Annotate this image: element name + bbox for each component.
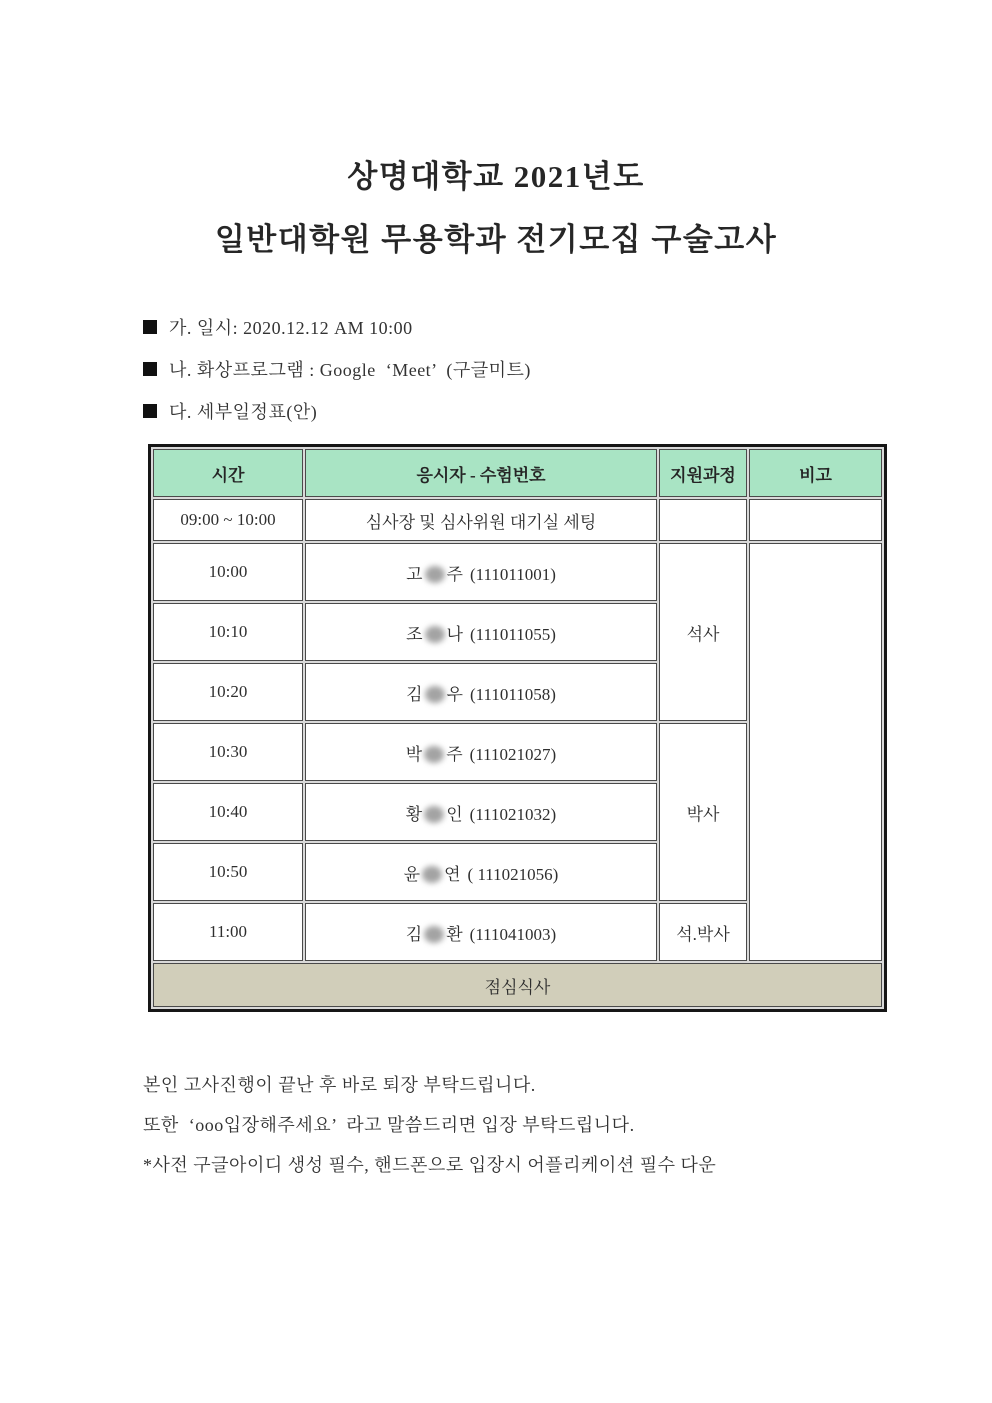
examinee-number: (111021027) (469, 744, 557, 764)
redaction-blur (425, 566, 445, 583)
course-cell-doctoral: 박사 (659, 723, 747, 901)
title-block (0, 0, 992, 258)
header-time: 시간 (153, 449, 303, 497)
header-course: 지원과정 (659, 449, 747, 497)
note-cell-merged (749, 543, 882, 961)
examinee-name-after: 나 (446, 624, 463, 644)
bullet-square-icon (143, 320, 157, 334)
redaction-blur (422, 866, 442, 883)
time-cell: 10:10 (153, 603, 303, 661)
table-header-row (153, 449, 882, 497)
examinee-cell (305, 783, 657, 841)
examinee-name-after: 인 (446, 804, 463, 824)
examinee-number: (111041003) (469, 924, 557, 944)
examinee-cell (305, 603, 657, 661)
examinee-name-before: 고 (406, 564, 423, 584)
time-cell: 11:00 (153, 903, 303, 961)
examinee-name-after: 우 (446, 684, 463, 704)
examinee-cell (305, 903, 657, 961)
time-cell: 10:20 (153, 663, 303, 721)
redaction-blur (424, 746, 444, 763)
examinee-name-before: 박 (405, 744, 423, 764)
table-row (153, 543, 882, 601)
examinee-cell (305, 843, 657, 901)
note-line-1: 본인 고사진행이 끝난 후 바로 퇴장 부탁드립니다. (143, 1075, 536, 1096)
time-cell: 09:00 ~ 10:00 (153, 499, 303, 541)
examinee-name-after: 주 (446, 744, 463, 764)
note-line-3: *사전 구글아이디 생성 필수, 핸드폰으로 입장시 어플리케이션 필수 다운 (143, 1155, 717, 1176)
redaction-blur (425, 686, 445, 703)
info-line-schedule-label: 다. 세부일정표(안) (169, 402, 318, 423)
examinee-name-before: 조 (406, 624, 423, 644)
page-title-line1: 상명대학교 2021년도 (347, 159, 645, 194)
time-cell: 10:40 (153, 783, 303, 841)
examinee-name-before: 김 (406, 684, 423, 704)
note-cell (749, 499, 882, 541)
examinee-name-before: 김 (405, 924, 423, 944)
header-note: 비고 (749, 449, 882, 497)
bullet-square-icon (143, 404, 157, 418)
lunch-cell: 점심식사 (153, 963, 882, 1007)
info-line-date (143, 306, 992, 348)
examinee-number: (111011055) (469, 624, 556, 644)
redaction-blur (424, 806, 444, 823)
examinee-number: ( 111021056) (467, 864, 559, 884)
table-row-setup (153, 499, 882, 541)
examinee-name-before: 황 (405, 804, 423, 824)
bullet-square-icon (143, 362, 157, 376)
course-cell-combined: 석.박사 (659, 903, 747, 961)
table-row-lunch (153, 963, 882, 1007)
examinee-cell (305, 663, 657, 721)
page-title-line2: 일반대학원 무용학과 전기모집 구술고사 (214, 222, 778, 258)
header-examinee: 응시자 - 수험번호 (305, 449, 657, 497)
info-line-program (143, 348, 992, 390)
redaction-blur (425, 626, 445, 643)
examinee-cell (305, 723, 657, 781)
time-cell: 10:50 (153, 843, 303, 901)
schedule-table-wrap (148, 444, 992, 1012)
examinee-cell (305, 543, 657, 601)
time-cell: 10:30 (153, 723, 303, 781)
examinee-name-after: 연 (444, 864, 461, 884)
examinee-name-before: 윤 (403, 864, 421, 884)
info-list (143, 306, 992, 432)
examinee-name-after: 주 (446, 564, 463, 584)
examinee-number: (111011058) (469, 684, 556, 704)
content-cell: 심사장 및 심사위원 대기실 세팅 (305, 499, 657, 541)
course-cell-masters: 석사 (659, 543, 747, 721)
schedule-table (148, 444, 887, 1012)
redaction-blur (424, 926, 444, 943)
examinee-number: (111021032) (469, 804, 557, 824)
info-line-date-label: 가. 일시: 2020.12.12 AM 10:00 (169, 318, 413, 339)
course-cell (659, 499, 747, 541)
time-cell: 10:00 (153, 543, 303, 601)
examinee-number: (111011001) (469, 564, 556, 584)
info-line-program-label: 나. 화상프로그램 : Google ‘Meet’ (구글미트) (169, 360, 531, 381)
note-line-2: 또한 ‘ooo입장해주세요’ 라고 말씀드리면 입장 부탁드립니다. (143, 1115, 635, 1136)
info-line-schedule (143, 390, 992, 432)
footer-notes (143, 1064, 992, 1184)
examinee-name-after: 환 (446, 924, 463, 944)
